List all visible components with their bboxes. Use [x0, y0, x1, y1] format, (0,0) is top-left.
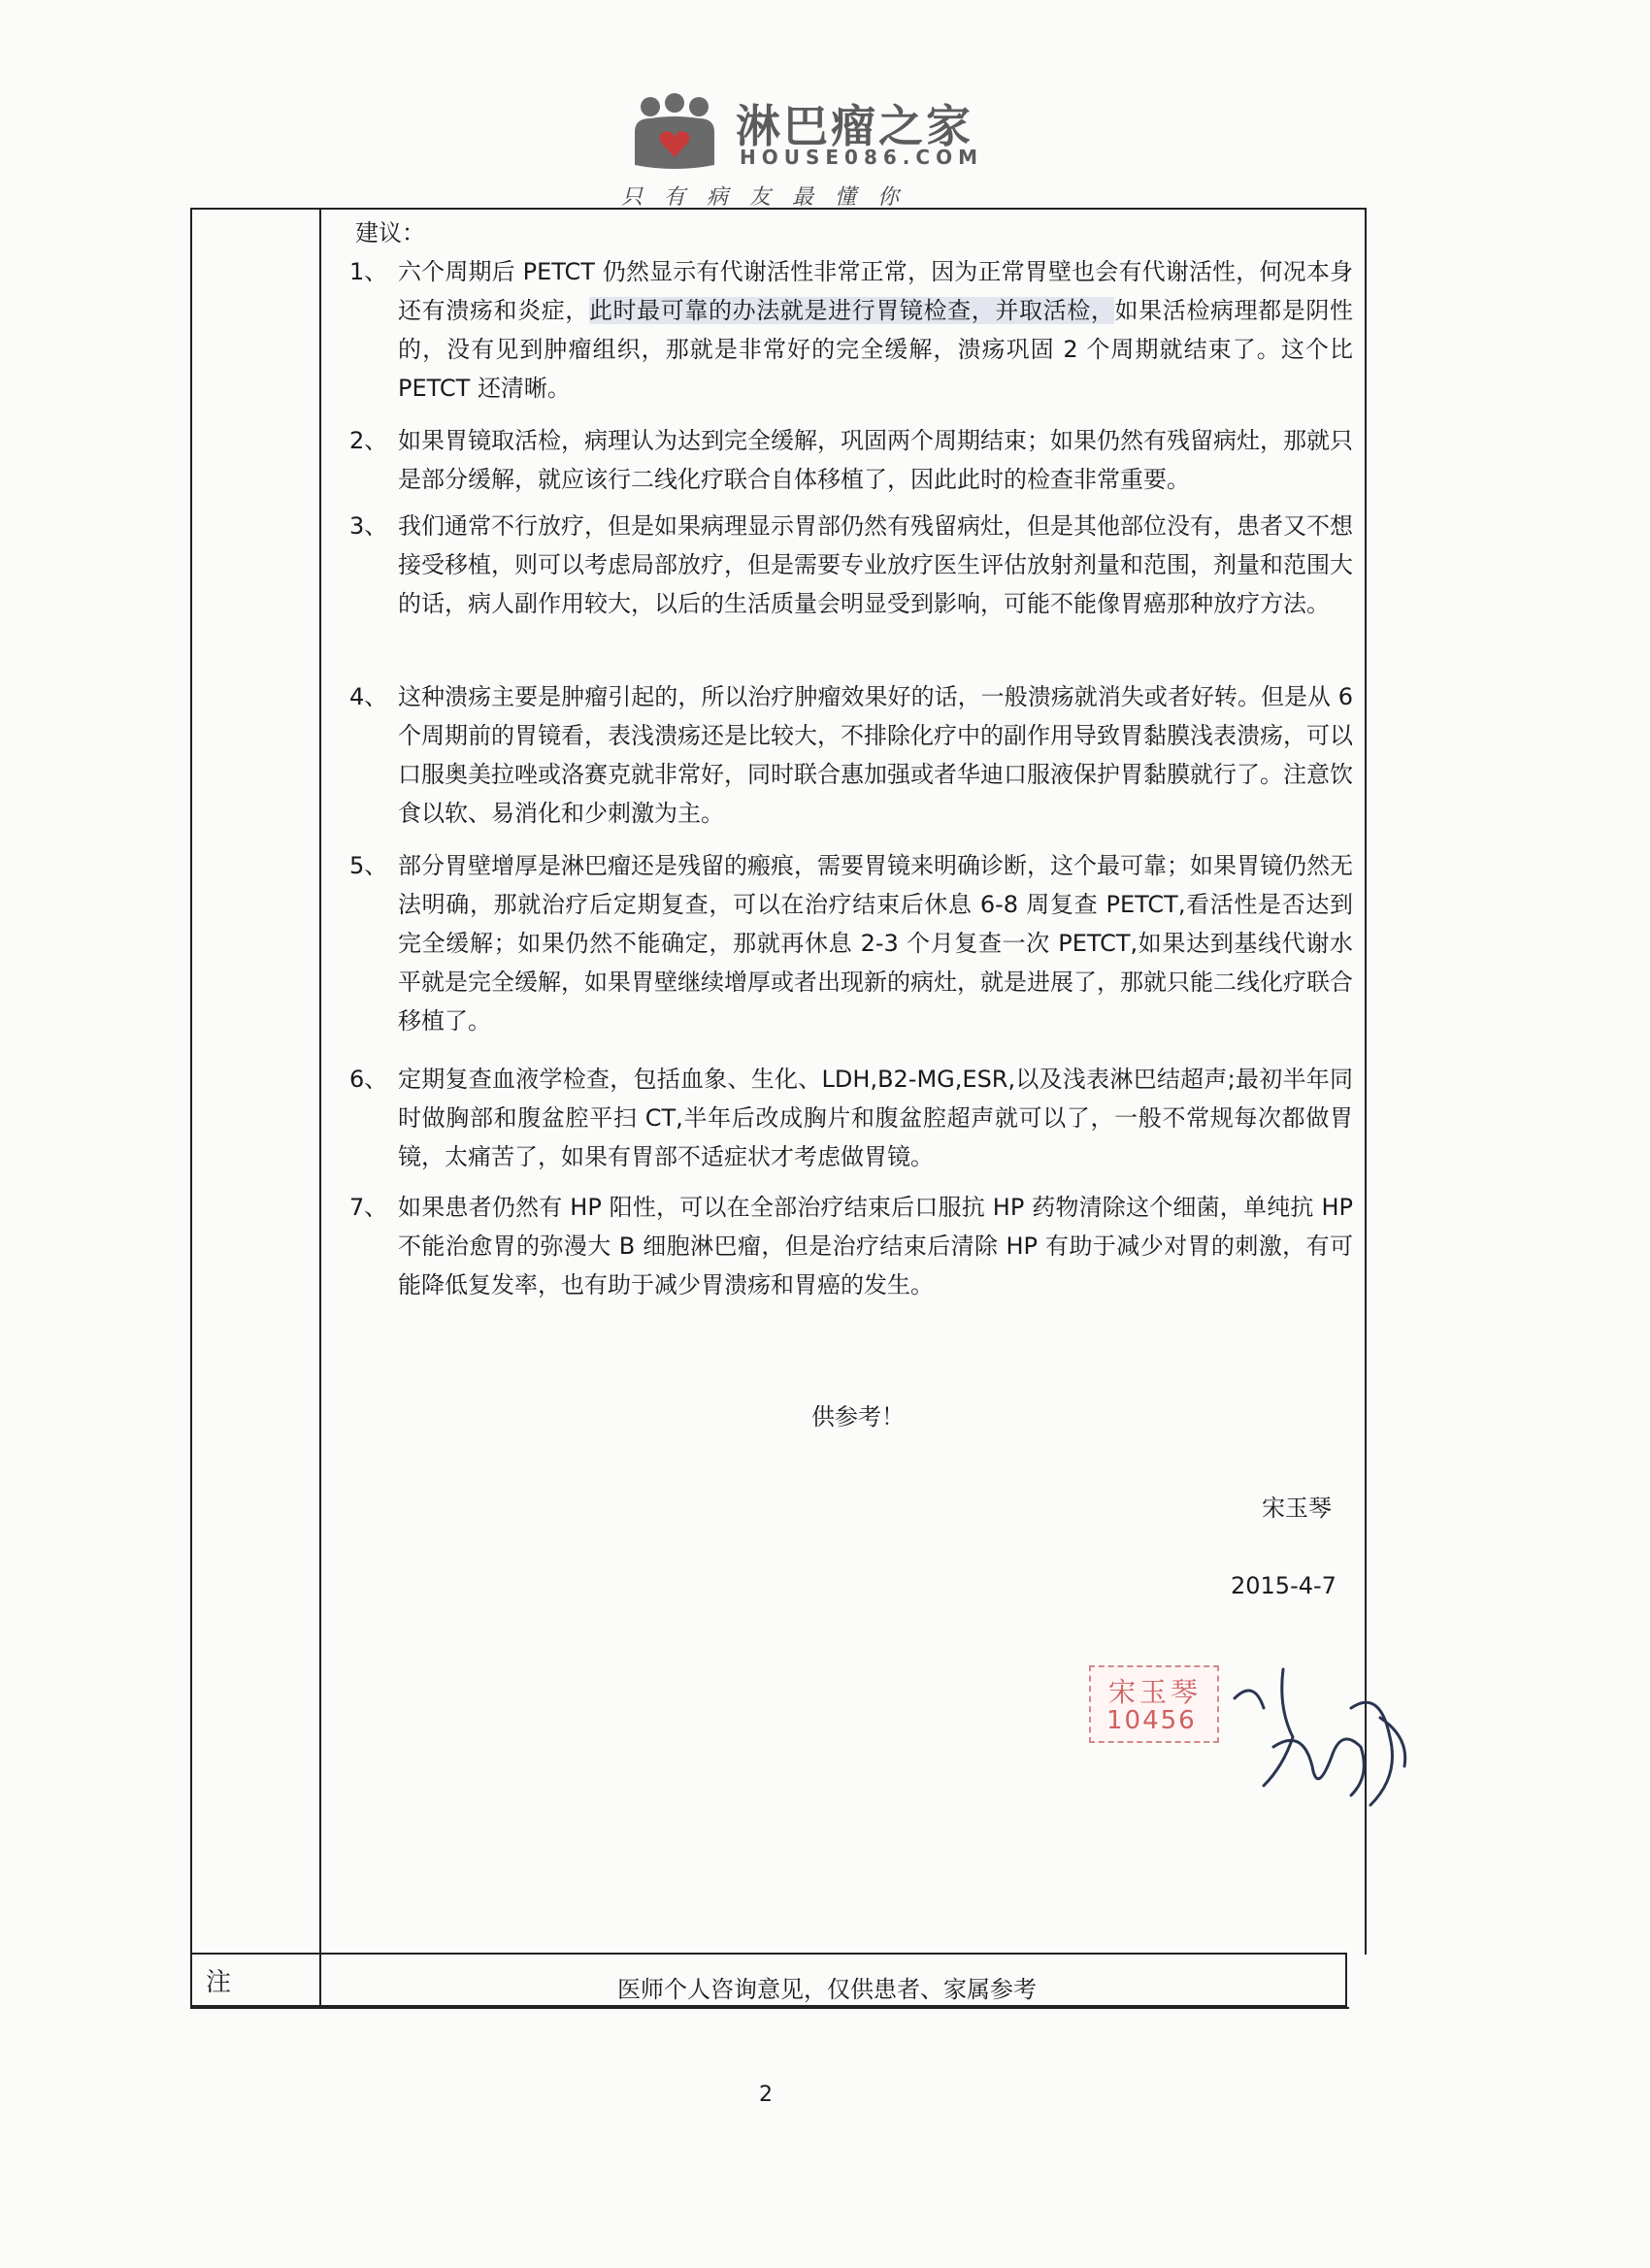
- site-logo: [621, 89, 983, 177]
- item-number: 2、: [349, 427, 388, 454]
- item-number: 7、: [349, 1194, 388, 1221]
- note-row-right-border: [1345, 1953, 1347, 2009]
- advice-item: [349, 507, 1353, 623]
- note-text: 医师个人咨询意见，仅供患者、家属参考: [617, 1976, 1037, 2003]
- seal-id: 10456: [1106, 1706, 1197, 1735]
- page-number: 2: [759, 2083, 773, 2107]
- advice-item: [349, 421, 1353, 499]
- frame-offset-cover: [1349, 1955, 1378, 2013]
- item-text: 这种溃疡主要是肿瘤引起的，所以治疗肿瘤效果好的话，一般溃疡就消失或者好转。但是从 6 个周期前的胃镜看，表浅溃疡还是比较大，不排除化疗中的副作用导致胃黏膜浅表溃疡，可以口服奥美拉唑或洛赛克就非常好，同时联合惠加强或者华迪口服液保护胃黏膜就行了。注意饮食以软、易消化和少刺激为主。: [398, 683, 1353, 827]
- item-number: 1、: [349, 258, 388, 285]
- advice-heading: 建议：: [355, 219, 425, 247]
- doctor-seal: [1089, 1665, 1219, 1743]
- seal-name: 宋玉琴: [1108, 1676, 1203, 1708]
- item-number: 5、: [349, 852, 388, 879]
- item-text: 如果患者仍然有 HP 阳性，可以在全部治疗结束后口服抗 HP 药物清除这个细菌，单纯抗 HP 不能治愈胃的弥漫大 B 细胞淋巴瘤，但是治疗结束后清除 HP 有助于减少对胃的刺激，有可能降低复发率，也有助于减少胃溃疡和胃癌的发生。: [398, 1194, 1353, 1298]
- item-text: 定期复查血液学检查，包括血象、生化、LDH,B2-MG,ESR,以及浅表淋巴结超声;最初半年同时做胸部和腹盆腔平扫 CT,半年后改成胸片和腹盆腔超声就可以了，一般不常规每次都做胃镜，太痛苦了，如果有胃部不适症状才考虑做胃镜。: [398, 1066, 1353, 1170]
- item-text-part: 如果活检病理都是阴性的，没有见到肿瘤组织，那就是非常好的完全缓解，溃疡巩固 2 个周期就结束了。这个比 PETCT 还清晰。: [398, 297, 1354, 402]
- reference-note: 供参考！: [811, 1403, 905, 1430]
- item-text: 我们通常不行放疗，但是如果病理显示胃部仍然有残留病灶，但是其他部位没有，患者又不想接受移植，则可以考虑局部放疗，但是需要专业放疗医生评估放射剂量和范围，剂量和范围大的话，病人副作用较大，以后的生活质量会明显受到影响，可能不能像胃癌那种放疗方法。: [398, 512, 1353, 617]
- item-text: 如果胃镜取活检，病理认为达到完全缓解，巩固两个周期结束；如果仍然有残留病灶，那就只是部分缓解，就应该行二线化疗联合自体移植了，因此此时的检查非常重要。: [398, 427, 1353, 493]
- item-number: 4、: [349, 683, 388, 710]
- column-divider: [319, 208, 321, 2007]
- logo-url: HOUSE086.COM: [740, 146, 983, 169]
- item-text: 部分胃壁增厚是淋巴瘤还是残留的瘢痕，需要胃镜来明确诊断，这个最可靠；如果胃镜仍然无法明确，那就治疗后定期复查，可以在治疗结束后休息 6-8 周复查 PETCT,看活性是否达到完全缓解；如果仍然不能确定，那就再休息 2-3 个月复查一次 PETCT,如果达到基线代谢水平就是完全缓解，如果胃壁继续增厚或者出现新的病灶，就是进展了，那就只能二线化疗联合移植了。: [398, 852, 1353, 1035]
- logo-slogan: 只有病友最懂你: [621, 185, 921, 210]
- doctor-name: 宋玉琴: [1262, 1495, 1332, 1522]
- advice-item: [349, 677, 1353, 833]
- item-number: 3、: [349, 512, 388, 540]
- handwritten-signature: [1225, 1650, 1419, 1824]
- item-text: [398, 252, 1353, 408]
- note-label: 注: [206, 1968, 232, 1997]
- row-divider: [190, 1953, 1347, 1955]
- advice-item: [349, 846, 1353, 1040]
- advice-item: [349, 1188, 1353, 1304]
- document-date: 2015-4-7: [1231, 1572, 1336, 1599]
- logo-name: 淋巴瘤之家: [736, 100, 974, 152]
- highlighted-text: 此时最可靠的办法就是进行胃镜检查，并取活检，: [588, 297, 1115, 324]
- item-number: 6、: [349, 1066, 388, 1093]
- note-row-bottom-border: [190, 2005, 1347, 2007]
- advice-item: [349, 252, 1353, 408]
- item-text-part: 六个周期后 PETCT 仍然显示有代谢活性非常正常，因为正常胃壁也会有代谢活性，何况本身还有溃疡和炎症，: [398, 258, 1353, 324]
- advice-item: [349, 1060, 1353, 1176]
- people-heart-icon: [629, 93, 720, 171]
